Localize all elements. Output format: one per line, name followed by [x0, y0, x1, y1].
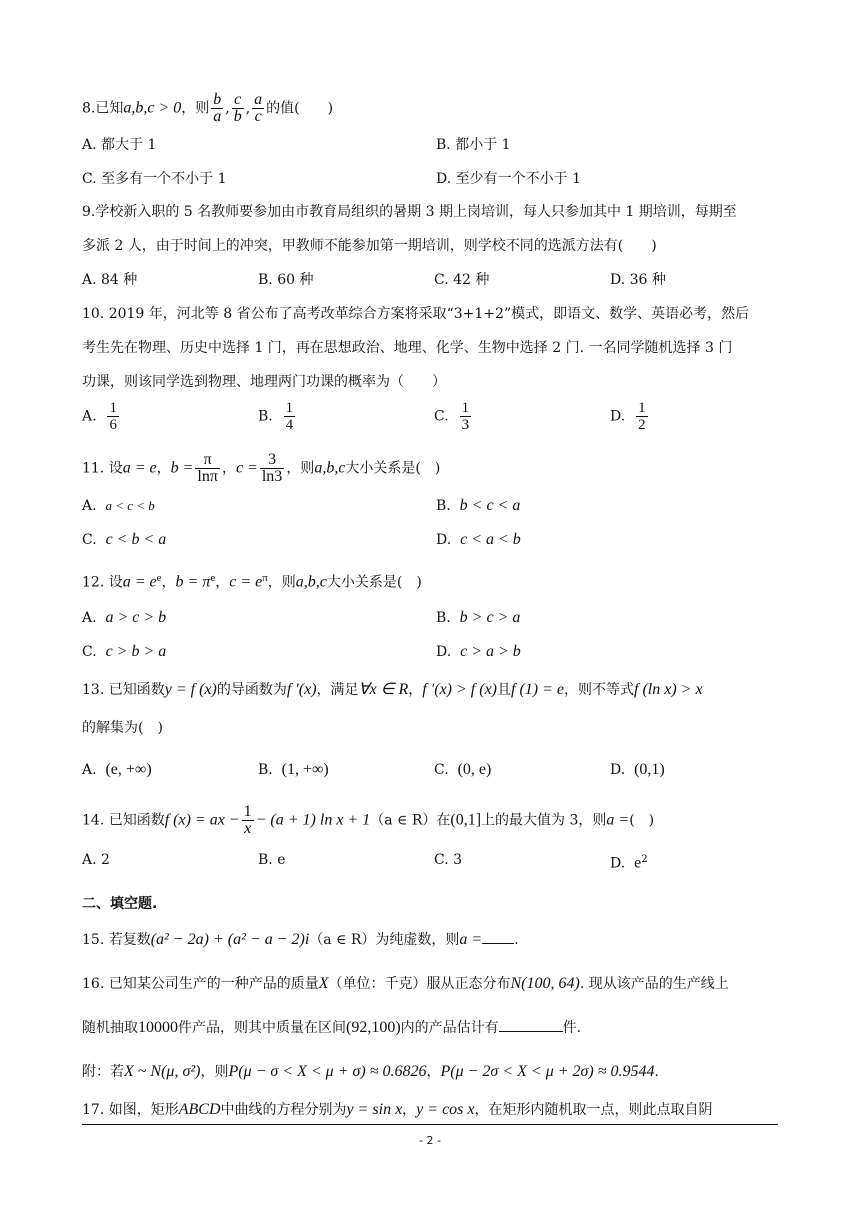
- question-9-line-2: 多派 2 人，由于时间上的冲突，甲教师不能参加第一期培训，则学校不同的选派方法有( ): [82, 238, 657, 254]
- q10-option-b: B. $\frac{1}{4}$: [258, 400, 294, 433]
- q11-option-b: B. b < c < a: [436, 497, 521, 514]
- question-16-line-2: 随机抽取10000件产品，则其中质量在区间(92,100)内的产品估计有 件.: [82, 1019, 582, 1036]
- q10-option-c: C. $\frac{1}{3}$: [434, 400, 470, 433]
- question-10-line-2: 考生先在物理、历史中选择 1 门，再在思想政治、地理、化学、生物中选择 2 门. 一名同学随机选择 3 门: [82, 340, 733, 356]
- page-number: - 2 -: [419, 1134, 441, 1147]
- question-11-stem: 11. 设a = e，b = $\frac{\pi}{\ln\pi}$ ，c = $\frac{3}{\ln 3}$ ，则a,b,c大小关系是( ): [82, 451, 441, 485]
- answer-blank[interactable]: [499, 1031, 563, 1032]
- q8-option-a: A. 都大于 1: [82, 137, 157, 153]
- q13-option-b: B. (1, +∞): [258, 761, 329, 778]
- q12-option-b: B. b > c > a: [436, 609, 521, 626]
- question-8-stem: 8.已知a,b,c > 0，则 $\frac{b}{a}$ , $\frac{c}{b}$ , $\frac{a}{c}$ 的值( ): [82, 91, 334, 125]
- question-15-stem: 15. 若复数(a² − 2a) + (a² − a − 2)i（a ∈ R）为纯虚数，则a = .: [82, 931, 519, 948]
- q12-option-c: C. c > b > a: [82, 643, 167, 660]
- question-16-note: 附：若X ~ N(μ, σ²)，则P(μ − σ < X < μ + σ) ≈ 0.6826，P(μ − 2σ < X < μ + 2σ) ≈ 0.9544.: [82, 1063, 659, 1080]
- question-17-line-1: 17. 如图，矩形ABCD中曲线的方程分别为y = sin x，y = cos x，在矩形内随机取一点，则此点取自阴: [82, 1101, 713, 1118]
- question-12-stem: 12. 设$a = e^e$，$b = \pi^e$，$c = e^\pi$，则a,b,c大小关系是( ): [82, 572, 422, 591]
- q14-option-d: D. $e^2$: [610, 854, 648, 872]
- q9-option-b: B. 60 种: [258, 272, 314, 288]
- section-heading-fill-in: 二、填空题.: [82, 896, 158, 912]
- q14-option-a: A. 2: [82, 852, 110, 868]
- question-14-stem: 14. 已知函数f (x) = ax − $\frac{1}{x}$ − (a + 1) ln x + 1（a ∈ R）在(0,1]上的最大值为 3，则a =( ): [82, 803, 655, 837]
- q9-option-d: D. 36 种: [610, 272, 666, 288]
- q14-option-b: B. e: [258, 852, 286, 868]
- q14-option-c: C. 3: [434, 852, 463, 868]
- q8-option-d: D. 至少有一个不小于 1: [436, 171, 581, 187]
- q12-option-d: D. c > a > b: [436, 643, 521, 660]
- q11-option-a: A. a < c < b: [82, 498, 155, 514]
- question-13-line-1: 13. 已知函数y = f (x)的导函数为f ′(x)，满足∀x ∈ R，f ′(x) > f (x)且f (1) = e，则不等式f (ln x) > x: [82, 681, 703, 698]
- q13-option-d: D. (0,1): [610, 761, 665, 778]
- question-9-line-1: 9.学校新入职的 5 名教师要参加由市教育局组织的暑期 3 期上岗培训，每人只参加其中 1 期培训，每期至: [82, 204, 737, 220]
- q11-option-d: D. c < a < b: [436, 531, 521, 548]
- q12-option-a: A. a > c > b: [82, 609, 167, 626]
- fraction-b-over-a: $\frac{b}{a}$: [213, 91, 222, 125]
- question-13-line-2: 的解集为( ): [82, 720, 163, 736]
- question-10-line-1: 10. 2019 年，河北等 8 省公布了高考改革综合方案将采取“3+1+2”模式，即语文、数学、英语必考，然后: [82, 306, 750, 322]
- question-10-line-3: 功课，则该同学选到物理、地理两门功课的概率为（ ）: [82, 374, 446, 390]
- fraction-c-over-b: $\frac{c}{b}$: [233, 91, 242, 125]
- q8-option-b: B. 都小于 1: [436, 137, 511, 153]
- answer-blank[interactable]: [482, 943, 514, 944]
- q9-option-a: A. 84 种: [82, 272, 138, 288]
- q13-option-c: C. (0, e): [434, 761, 492, 778]
- q10-option-d: D. $\frac{1}{2}$: [610, 400, 646, 433]
- footer-rule: [82, 1124, 778, 1125]
- q8-option-c: C. 至多有一个不小于 1: [82, 171, 227, 187]
- q10-option-a: A. $\frac{1}{6}$: [82, 400, 117, 433]
- fraction-a-over-c: $\frac{a}{c}$: [254, 91, 263, 125]
- q11-option-c: C. c < b < a: [82, 531, 167, 548]
- question-16-line-1: 16. 已知某公司生产的一种产品的质量X（单位：千克）服从正态分布N(100, 64). 现从该产品的生产线上: [82, 975, 729, 992]
- q9-option-c: C. 42 种: [434, 272, 490, 288]
- q13-option-a: A. (e, +∞): [82, 761, 152, 778]
